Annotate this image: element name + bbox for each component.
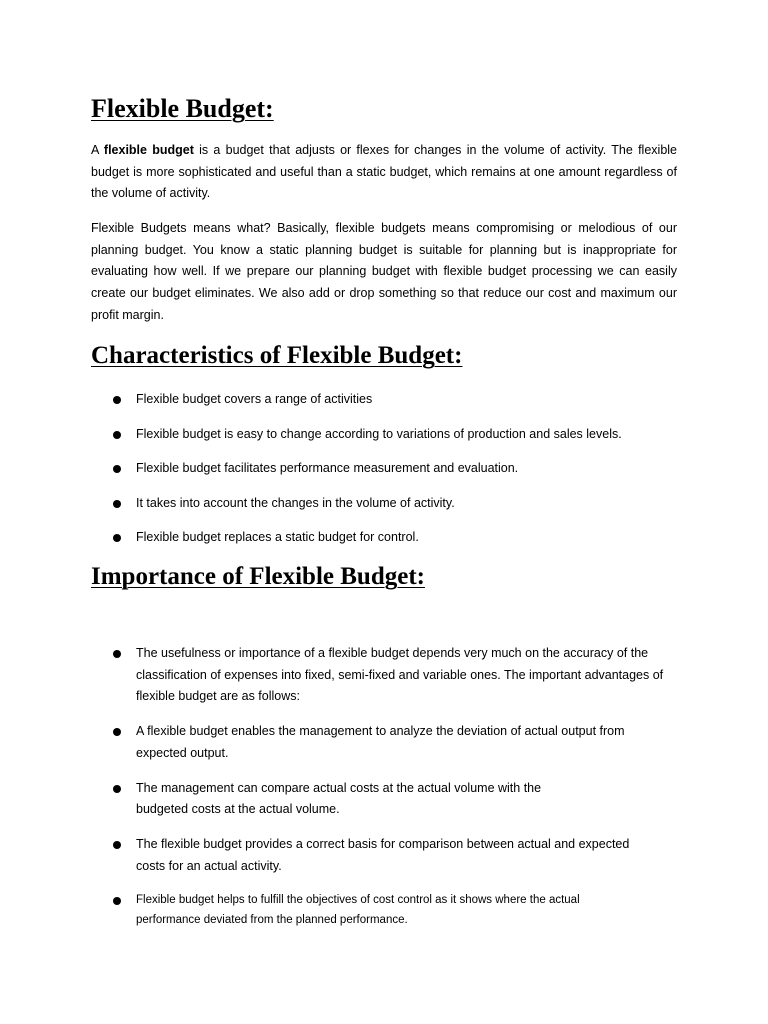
list-item [110, 459, 622, 494]
bullet-icon [113, 897, 121, 905]
bullet-icon [113, 465, 121, 473]
importance-list [110, 643, 666, 930]
list-item [110, 890, 646, 930]
list-item-text: Flexible budget helps to fulfill the objectives of cost control as it shows where the actual performance deviated from the planned performance. [136, 894, 580, 927]
list-item-text: Flexible budget covers a range of activities [136, 392, 373, 406]
intro-paragraph-2: Flexible Budgets means what? Basically, flexible budgets means compromising or melodious of our planning budget. You know a static planning budget is suitable for planning but is inappropriate for evaluating how well. If we prepare our planning budget with flexible budget processing we can easily create our budget eliminates. We also add or drop something so that reduce our cost and maximum our profit margin. [91, 221, 677, 322]
importance-heading: Importance of Flexible Budget: [91, 563, 425, 590]
list-item-text: The flexible budget provides a correct basis for comparison between actual and expected costs for an actual activity. [136, 836, 630, 873]
list-item-text: Flexible budget facilitates performance measurement and evaluation. [136, 461, 519, 476]
list-item [110, 721, 656, 764]
intro-rest: is a budget that adjusts or flexes for changes in the volume of activity. The flexible budget is more sophisticated and useful than a static budget, which remains at one amount regardless of the volume of activity. [91, 143, 677, 201]
list-item [110, 425, 622, 460]
bullet-icon [113, 650, 121, 658]
bullet-icon [113, 396, 121, 404]
bullet-icon [113, 728, 121, 736]
bullet-icon [113, 500, 121, 508]
list-item-text: Flexible budget is easy to change according to variations of production and sales levels. [136, 426, 622, 441]
list-item-text: A flexible budget enables the management to analyze the deviation of actual output from expected output. [136, 724, 625, 760]
bullet-icon [113, 785, 121, 793]
intro-paragraph-1 [91, 140, 677, 205]
intro-bold-term: flexible budget [103, 143, 194, 157]
list-item-text: The usefulness or importance of a flexible budget depends very much on the accuracy of the classification of expenses into fixed, semi-fixed and variable ones. The important advantages of flexible budget are as follows: [136, 646, 664, 704]
list-item-text: It takes into account the changes in the volume of activity. [136, 495, 455, 510]
list-item-text: Flexible budget replaces a static budget for control. [136, 530, 419, 545]
list-item [110, 643, 666, 708]
characteristics-heading: Characteristics of Flexible Budget: [91, 342, 463, 369]
list-item [110, 778, 556, 821]
bullet-icon [113, 534, 121, 542]
characteristics-list [110, 390, 622, 563]
bullet-icon [113, 841, 121, 849]
list-item-text: The management can compare actual costs at the actual volume with the budgeted costs at the actual volume. [136, 780, 542, 817]
list-item [110, 834, 636, 877]
page-title: Flexible Budget: [91, 94, 274, 123]
list-item [110, 390, 622, 425]
bullet-icon [113, 431, 121, 439]
intro-prefix: A [91, 143, 104, 157]
list-item [110, 494, 622, 529]
list-item [110, 528, 622, 563]
